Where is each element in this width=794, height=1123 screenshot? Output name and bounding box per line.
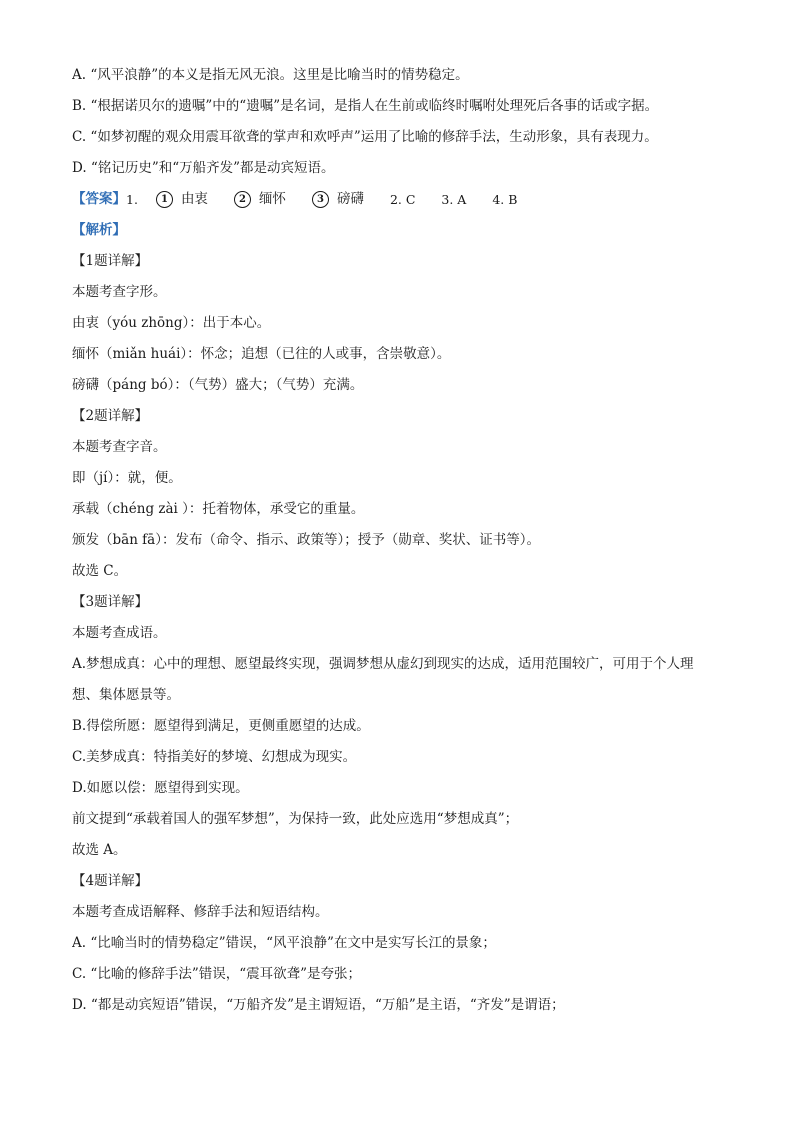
q4-line-3: D. “都是动宾短语”错误，“万船齐发”是主谓短语，“万船”是主语，“齐发”是谓语； [72,997,565,1013]
answer-word-1: 由衷 [180,191,208,207]
q3-intro: 本题考查成语。 [72,625,167,641]
circled-number-two-icon: 2 [234,191,251,208]
q2-line-1: 即（jí）：就，便。 [72,470,182,486]
answer-word-3: 磅礴 [336,191,364,207]
q2-intro: 本题考查字音。 [72,439,167,455]
analysis-tag: 【解析】 [72,222,126,238]
option-d: D. “铭记历史”和“万船齐发”都是动宾短语。 [72,160,335,176]
q4-heading: 【4题详解】 [72,873,149,889]
q3-heading: 【3题详解】 [72,594,149,610]
option-c: C. “如梦初醒的观众用震耳欲聋的掌声和欢呼声”运用了比喻的修辞手法，生动形象，具有表现力。 [72,129,658,145]
answer-q1-label: 1. [126,192,138,207]
q4-line-2: C. “比喻的修辞手法”错误，“震耳欲聋”是夸张； [72,966,362,982]
option-a: A. “风平浪静”的本义是指无风无浪。这里是比喻当时的情势稳定。 [72,67,469,83]
answer-q3: 3. A [441,192,467,207]
q4-line-1: A. “比喻当时的情势稳定”错误，“风平浪静”在文中是实写长江的景象； [72,935,496,951]
q2-line-2: 承载（chéng zài ）：托着物体，承受它的重量。 [72,501,365,517]
q2-conclusion: 故选 C。 [72,563,128,579]
q1-intro: 本题考查字形。 [72,284,167,300]
q1-heading: 【1题详解】 [72,253,149,269]
document-page [72,60,732,1021]
circled-number-three-icon: 3 [312,191,329,208]
answer-row [72,184,732,215]
q3-line-4: D.如愿以偿：愿望得到实现。 [72,780,249,796]
option-b: B. “根据诺贝尔的遗嘱”中的“遗嘱”是名词，是指人在生前或临终时嘱咐处理死后各事的话或字据。 [72,98,659,114]
q3-line-1b: 想、集体愿景等。 [72,687,180,703]
q1-line-2: 缅怀（miǎn huái）：怀念；追想（已往的人或事，含崇敬意）。 [72,346,451,362]
answer-tag: 【答案】 [72,191,126,207]
answer-q4: 4. B [492,192,518,207]
q3-line-1a: A.梦想成真：心中的理想、愿望最终实现，强调梦想从虚幻到现实的达成，适用范围较广，可用于个人理 [72,656,694,672]
q1-line-3: 磅礴（páng bó）：（气势）盛大；（气势）充满。 [72,377,364,393]
q3-line-2: B.得偿所愿：愿望得到满足，更侧重愿望的达成。 [72,718,370,734]
q3-line-3: C.美梦成真：特指美好的梦境、幻想成为现实。 [72,749,357,765]
q3-conclusion: 故选 A。 [72,842,127,858]
answer-word-2: 缅怀 [258,191,286,207]
q1-line-1: 由衷（yóu zhōng）：出于本心。 [72,315,271,331]
q2-heading: 【2题详解】 [72,408,149,424]
circled-number-one-icon: 1 [156,191,173,208]
q3-line-5: 前文提到“承载着国人的强军梦想”，为保持一致，此处应选用“梦想成真”； [72,811,519,827]
q4-intro: 本题考查成语解释、修辞手法和短语结构。 [72,904,329,920]
q2-line-3: 颁发（bān fā）：发布（命令、指示、政策等）；授予（勋章、奖状、证书等）。 [72,532,540,548]
answer-q2: 2. C [389,192,416,207]
